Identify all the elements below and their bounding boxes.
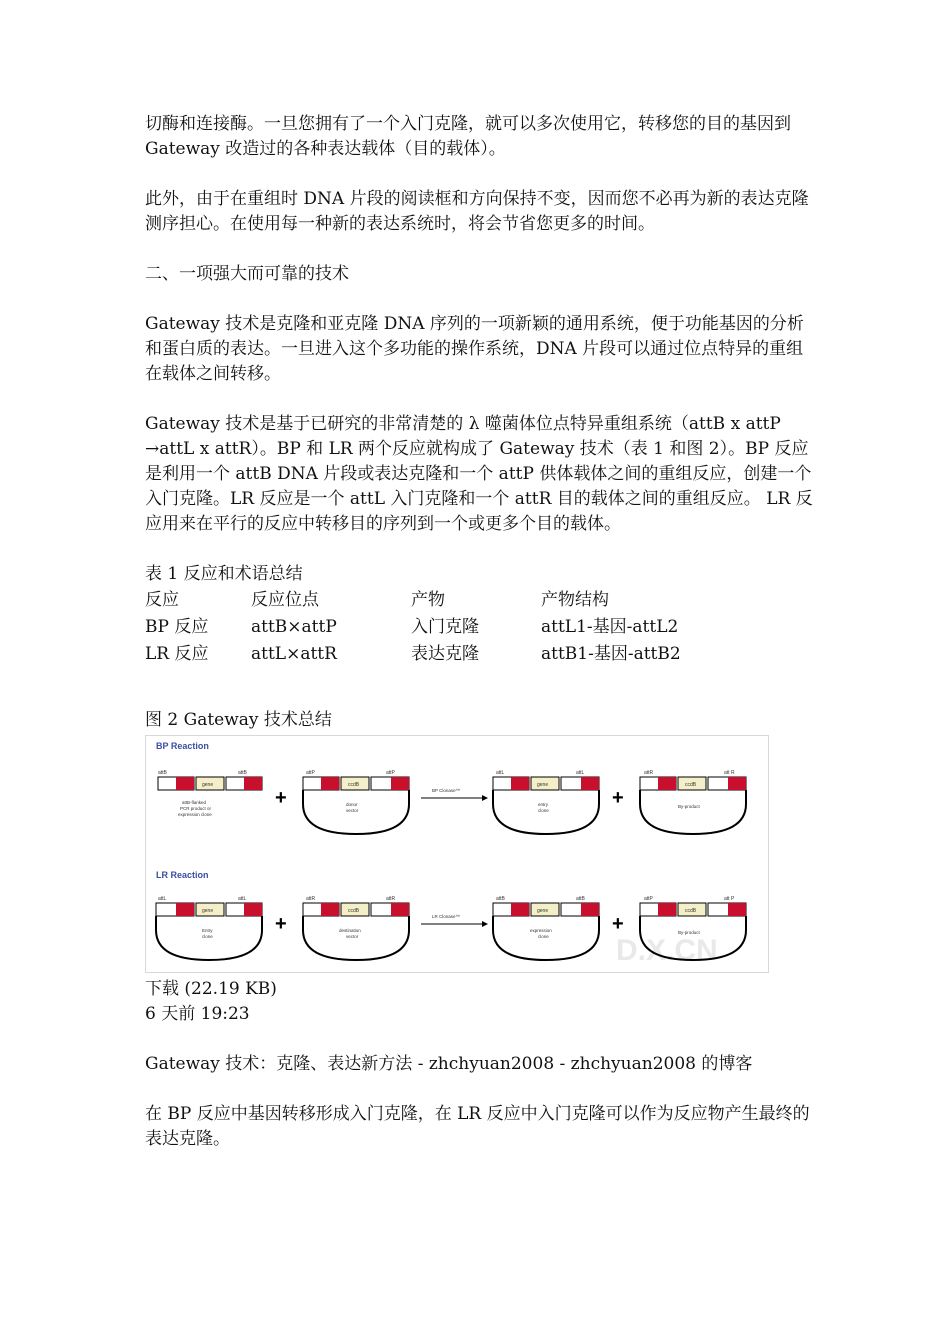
paragraph-3: Gateway 技术是克隆和亚克隆 DNA 序列的一项新颖的通用系统，便于功能基因的分析和蛋白质的表达。一旦进入这个多功能的操作系统，DNA 片段可以通过位点特异的重组在载体之间转移。	[145, 314, 804, 384]
svg-text:clone: clone	[538, 934, 549, 939]
svg-text:attL: attL	[576, 770, 585, 776]
table-header: 反应位点	[251, 590, 319, 610]
svg-text:entry: entry	[538, 802, 549, 807]
svg-text:attR: attR	[386, 896, 396, 902]
svg-text:att P: att P	[724, 896, 735, 902]
paragraph-5: 在 BP 反应中基因转移形成入门克隆，在 LR 反应中入门克隆可以作为反应物产生最终的表达克隆。	[145, 1104, 810, 1149]
plus-sign: +	[612, 787, 624, 809]
svg-text:PCR product or: PCR product or	[180, 806, 212, 811]
svg-text:ccdB: ccdB	[348, 908, 360, 914]
paragraph-2: 此外，由于在重组时 DNA 片段的阅读框和方向保持不变，因而您不必再为新的表达克隆测序担心。在使用每一种新的表达系统时，将会节省您更多的时间。	[145, 189, 809, 234]
svg-text:Entry: Entry	[202, 928, 213, 933]
svg-text:By-product: By-product	[678, 930, 700, 935]
svg-text:attR: attR	[306, 896, 316, 902]
lr-entry-clone	[156, 896, 262, 960]
post-time: 6 天前 19:23	[145, 1004, 250, 1024]
table-header: 反应	[145, 590, 179, 610]
reaction-table	[145, 587, 815, 668]
table-cell: LR 反应	[145, 644, 209, 664]
gateway-figure	[145, 735, 769, 973]
table-cell: attL1-基因-attL2	[541, 617, 679, 637]
svg-text:attR: attR	[644, 770, 654, 776]
svg-text:ccdB: ccdB	[348, 782, 360, 788]
figure-caption: 图 2 Gateway 技术总结	[145, 710, 332, 730]
download-link[interactable]: 下载 (22.19 KB)	[145, 979, 277, 999]
svg-text:attB: attB	[496, 896, 505, 902]
table-header: 产物	[411, 590, 445, 610]
table-cell: attB1-基因-attB2	[541, 644, 681, 664]
lr-destination-vector	[303, 896, 409, 960]
svg-text:clone: clone	[538, 808, 549, 813]
svg-text:attB: attB	[158, 770, 167, 776]
bp-reaction-title: BP Reaction	[156, 741, 209, 751]
svg-text:attP: attP	[386, 770, 395, 776]
lr-expression-clone	[493, 896, 599, 960]
svg-text:vector: vector	[346, 934, 359, 939]
table-header: 产物结构	[541, 590, 609, 610]
svg-text:donor: donor	[346, 802, 358, 807]
svg-text:BP Clonase™: BP Clonase™	[432, 788, 461, 793]
plus-sign: +	[275, 787, 287, 809]
bp-donor-vector	[303, 770, 409, 834]
document-page	[145, 112, 815, 1152]
svg-text:ccdB: ccdB	[685, 782, 697, 788]
svg-text:gene: gene	[202, 782, 214, 788]
svg-text:clone: clone	[202, 934, 213, 939]
svg-text:expression: expression	[530, 928, 552, 933]
svg-text:vector: vector	[346, 808, 359, 813]
table-cell: 入门克隆	[411, 617, 479, 637]
bp-attb-fragment	[158, 770, 262, 817]
paragraph-4: Gateway 技术是基于已研究的非常清楚的 λ 噬菌体位点特异重组系统（attB x attP →attL x attR）。BP 和 LR 两个反应就构成了 Gateway 技术（表 1 和图 2）。BP 反应是利用一个 attB DNA 片段或表达克隆和一个 attP 供体载体之间的重组反应，创建一个入门克隆。LR 反应是一个 attL 入门克隆和一个 attR 目的载体之间的重组反应。 LR 反应用来在平行的反应中转移目的序列到一个或更多个目的载体。	[145, 414, 813, 534]
plus-sign: +	[275, 913, 287, 935]
watermark: D.X.CN	[616, 934, 718, 967]
bp-by-product	[640, 770, 746, 834]
svg-text:LR Clonase™: LR Clonase™	[432, 914, 461, 919]
svg-text:destination: destination	[339, 928, 361, 933]
svg-text:attB: attB	[238, 770, 247, 776]
svg-text:att R: att R	[724, 770, 735, 776]
svg-text:gene: gene	[202, 908, 214, 914]
section-heading: 二、一项强大而可靠的技术	[145, 264, 349, 284]
table-cell: attB×attP	[251, 617, 337, 637]
lr-reaction-title: LR Reaction	[156, 870, 209, 880]
svg-text:attL: attL	[238, 896, 247, 902]
svg-text:attL: attL	[158, 896, 167, 902]
table-cell: BP 反应	[145, 617, 209, 637]
lr-clonase-arrow	[421, 914, 488, 927]
svg-text:expression clone: expression clone	[178, 812, 212, 817]
bp-clonase-arrow	[421, 788, 488, 801]
svg-text:attB-flanked: attB-flanked	[182, 800, 207, 805]
svg-text:By-product: By-product	[678, 804, 700, 809]
svg-text:gene: gene	[537, 908, 549, 914]
bp-entry-clone	[493, 770, 599, 834]
svg-text:attL: attL	[496, 770, 505, 776]
svg-text:attB: attB	[576, 896, 585, 902]
table-cell: 表达克隆	[411, 644, 479, 664]
paragraph-1: 切酶和连接酶。一旦您拥有了一个入门克隆，就可以多次使用它，转移您的目的基因到 Gateway 改造过的各种表达载体（目的载体）。	[145, 114, 791, 159]
table-cell: attL×attR	[251, 644, 337, 664]
blog-link-title[interactable]: Gateway 技术：克隆、表达新方法 - zhchyuan2008 - zhchyuan2008 的博客	[145, 1054, 753, 1074]
plus-sign: +	[612, 913, 624, 935]
svg-text:ccdB: ccdB	[685, 908, 697, 914]
table-caption: 表 1 反应和术语总结	[145, 564, 303, 584]
svg-text:attP: attP	[306, 770, 315, 776]
svg-text:gene: gene	[537, 782, 549, 788]
svg-text:attP: attP	[644, 896, 653, 902]
